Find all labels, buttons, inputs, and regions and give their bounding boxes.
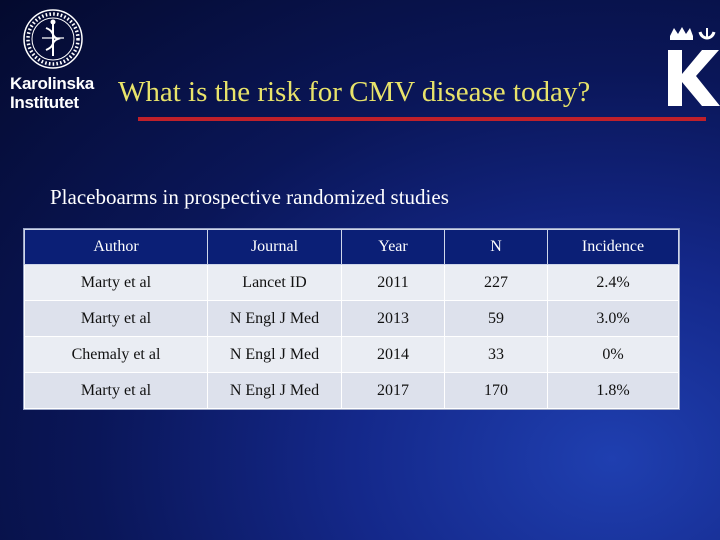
col-header-journal: Journal (208, 230, 342, 265)
cell-author: Chemaly et al (25, 337, 208, 373)
cell-journal: N Engl J Med (208, 337, 342, 373)
col-header-n: N (445, 230, 548, 265)
cell-journal: Lancet ID (208, 265, 342, 301)
cell-year: 2017 (342, 373, 445, 409)
cell-n: 227 (445, 265, 548, 301)
logo-line-2: Institutet (10, 93, 79, 112)
cell-incidence: 0% (548, 337, 679, 373)
cell-incidence: 1.8% (548, 373, 679, 409)
karolinska-k-crown-icon (666, 26, 720, 108)
cell-author: Marty et al (25, 373, 208, 409)
logo-line-1: Karolinska (10, 74, 94, 93)
slide-subtitle: Placeboarms in prospective randomized studies (50, 185, 449, 209)
cell-year: 2011 (342, 265, 445, 301)
cell-year: 2013 (342, 301, 445, 337)
table-row (25, 265, 679, 301)
col-header-incidence: Incidence (548, 230, 679, 265)
cell-author: Marty et al (25, 265, 208, 301)
cell-incidence: 2.4% (548, 265, 679, 301)
cell-journal: N Engl J Med (208, 373, 342, 409)
cell-author: Marty et al (25, 301, 208, 337)
table-row (25, 337, 679, 373)
col-header-year: Year (342, 230, 445, 265)
table-header-row (25, 230, 679, 265)
table-row (25, 301, 679, 337)
ki-seal-icon (22, 8, 84, 70)
cell-journal: N Engl J Med (208, 301, 342, 337)
cell-year: 2014 (342, 337, 445, 373)
col-header-author: Author (25, 230, 208, 265)
studies-table (24, 229, 679, 409)
cell-incidence: 3.0% (548, 301, 679, 337)
table-row (25, 373, 679, 409)
cell-n: 170 (445, 373, 548, 409)
cell-n: 33 (445, 337, 548, 373)
slide-title: What is the risk for CMV disease today? (118, 76, 591, 108)
ki-logo (10, 8, 96, 112)
cell-n: 59 (445, 301, 548, 337)
title-underline (138, 117, 706, 121)
